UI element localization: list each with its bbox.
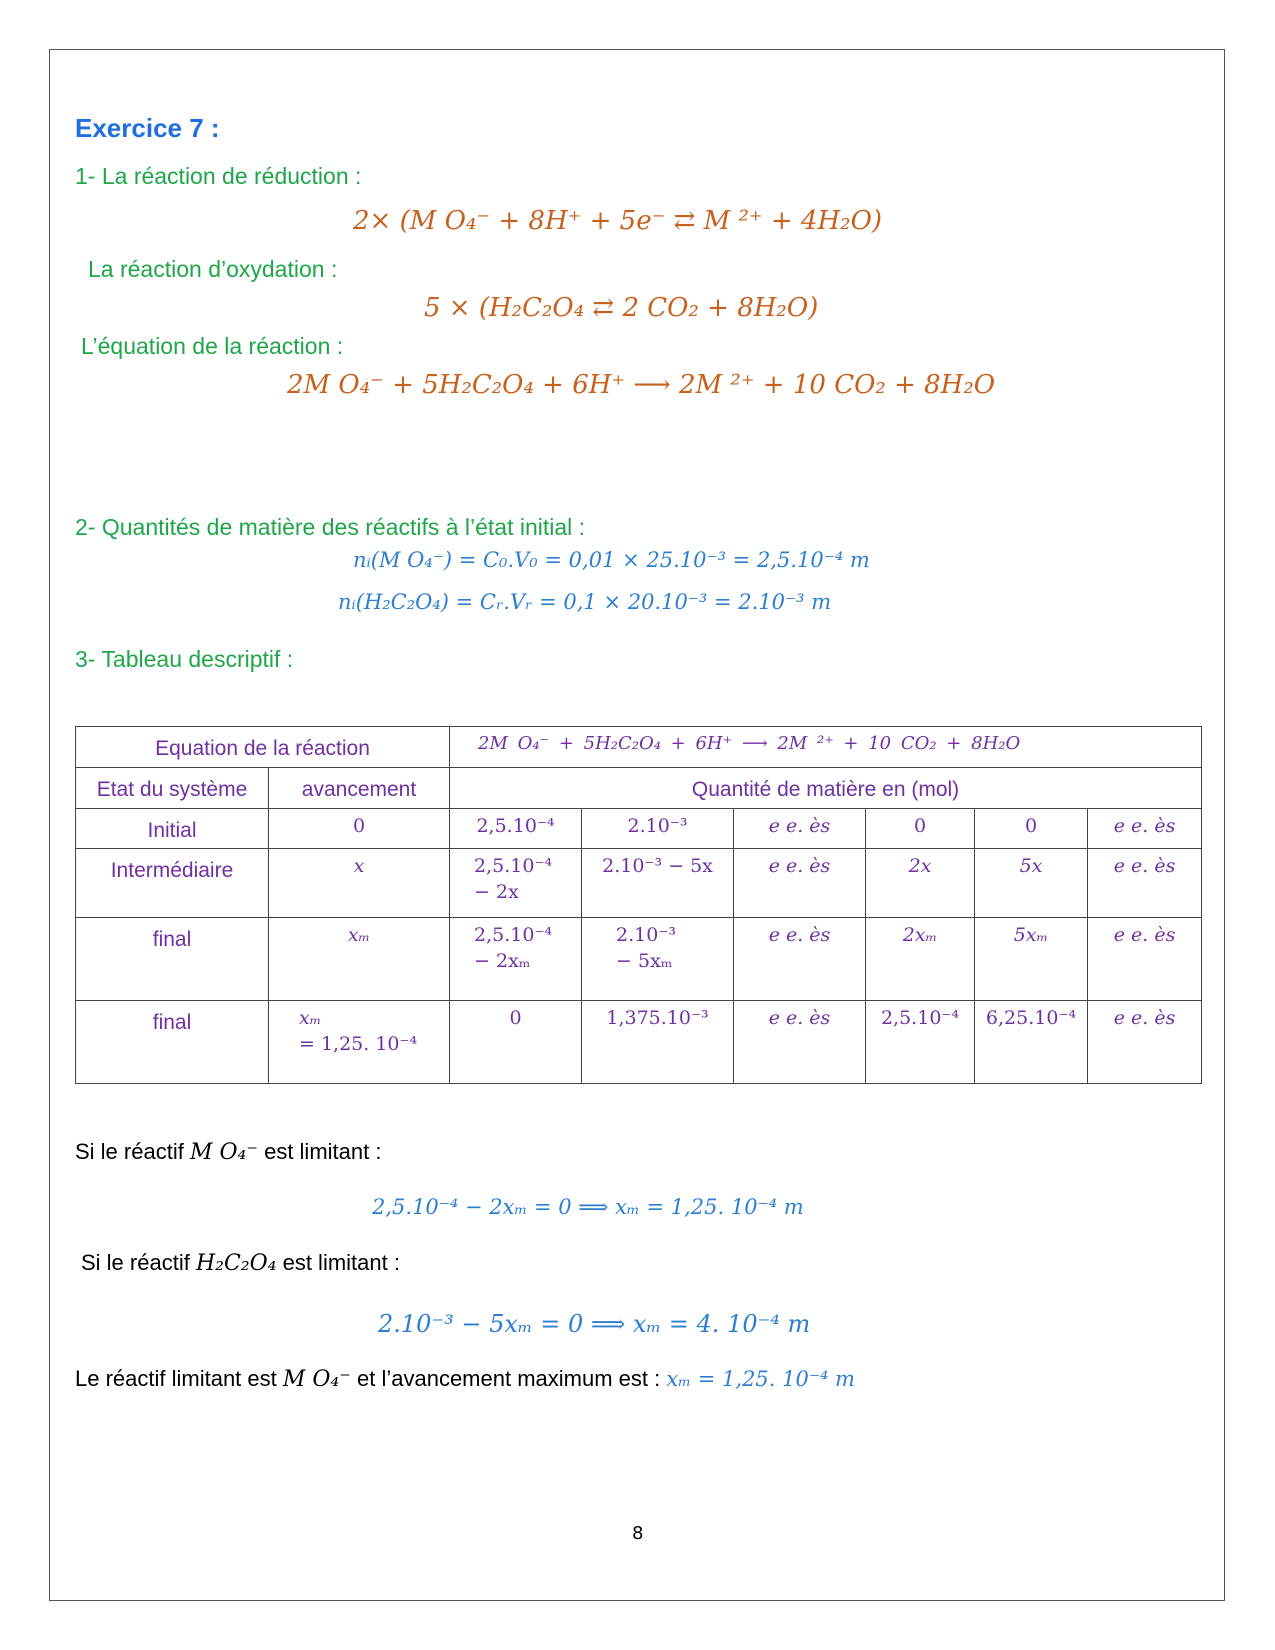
- qty-cell: 0: [975, 809, 1088, 849]
- progress-table: [75, 726, 1202, 1084]
- table-row: [76, 768, 1202, 809]
- conclusion-species: M O₄⁻: [282, 1367, 351, 1392]
- qty-cell: e e. ès: [734, 1001, 866, 1084]
- limit1-label-a: Si le réactif: [75, 1139, 184, 1164]
- avancement-cell: 0: [269, 809, 450, 849]
- table-row: [76, 849, 1202, 918]
- etat-cell: Intermédiaire: [76, 849, 269, 918]
- qty-cell: 0: [866, 809, 975, 849]
- quantity-equation-2: nᵢ(H₂C₂O₄) = Cᵣ.Vᵣ = 0,1 × 20.10⁻³ = 2.10⁻³ m: [338, 590, 832, 614]
- table-label: 3- Tableau descriptif :: [75, 646, 294, 672]
- qty-cell: [450, 849, 582, 918]
- reduction-equation: 2× (M O₄⁻ + 8H⁺ + 5e⁻ ⇄ M ²⁺ + 4H₂O): [353, 206, 883, 236]
- qty-line: − 2x: [474, 881, 519, 903]
- qty-cell: e e. ès: [1088, 1001, 1202, 1084]
- qty-cell: 2x: [866, 849, 975, 918]
- etat-cell: final: [76, 918, 269, 1001]
- avancement-cell: x: [269, 849, 450, 918]
- qty-cell: [450, 918, 582, 1001]
- global-equation: 2M O₄⁻ + 5H₂C₂O₄ + 6H⁺ ⟶ 2M ²⁺ + 10 CO₂ + 8H₂O: [287, 370, 996, 400]
- limit1-line: [75, 1139, 381, 1165]
- qty-cell: 2.10⁻³ − 5x: [582, 849, 734, 918]
- oxydation-equation: 5 × (H₂C₂O₄ ⇄ 2 CO₂ + 8H₂O): [424, 293, 819, 323]
- table-row: [76, 809, 1202, 849]
- limit2-label-a: Si le réactif: [81, 1250, 190, 1275]
- qty-cell: 6,25.10⁻⁴: [975, 1001, 1088, 1084]
- avancement-line: = 1,25. 10⁻⁴: [299, 1033, 418, 1055]
- equation-header: Equation de la réaction: [76, 727, 450, 768]
- limit2-equation: 2.10⁻³ − 5xₘ = 0 ⟹ xₘ = 4. 10⁻⁴ m: [378, 1310, 811, 1338]
- qty-cell: 2,5.10⁻⁴: [866, 1001, 975, 1084]
- etat-cell: final: [76, 1001, 269, 1084]
- avancement-cell: [269, 1001, 450, 1084]
- qty-cell: 2,5.10⁻⁴: [450, 809, 582, 849]
- qty-cell: e e. ès: [1088, 918, 1202, 1001]
- qty-line: − 2xₘ: [474, 950, 531, 972]
- etat-cell: Initial: [76, 809, 269, 849]
- qty-cell: e e. ès: [734, 809, 866, 849]
- qty-cell: 1,375.10⁻³: [582, 1001, 734, 1084]
- conclusion-text-b: et l’avancement maximum est :: [357, 1366, 661, 1391]
- qty-line: − 5xₘ: [616, 950, 673, 972]
- qty-cell: 2xₘ: [866, 918, 975, 1001]
- limit2-line: [81, 1250, 400, 1276]
- conclusion-equation: xₘ = 1,25. 10⁻⁴ m: [666, 1367, 855, 1391]
- conclusion-line: [75, 1366, 855, 1392]
- reduction-label: 1- La réaction de réduction :: [75, 163, 362, 189]
- avancement-line: xₘ: [299, 1007, 322, 1029]
- qty-cell: e e. ès: [1088, 849, 1202, 918]
- qty-line: 2.10⁻³: [616, 924, 676, 946]
- limit2-species: H₂C₂O₄: [195, 1251, 277, 1276]
- qty-cell: 0: [450, 1001, 582, 1084]
- quantite-header: Quantité de matière en (mol): [450, 768, 1202, 809]
- quantity-equation-1: nᵢ(M O₄⁻) = C₀.V₀ = 0,01 × 25.10⁻³ = 2,5.10⁻⁴ m: [353, 548, 870, 572]
- qty-cell: e e. ès: [734, 849, 866, 918]
- avancement-cell: xₘ: [269, 918, 450, 1001]
- table-equation: 2M O₄⁻ + 5H₂C₂O₄ + 6H⁺ ⟶ 2M ²⁺ + 10 CO₂ + 8H₂O: [450, 727, 1202, 768]
- equation-label: L’équation de la réaction :: [81, 333, 344, 359]
- avancement-header: avancement: [269, 768, 450, 809]
- qty-cell: [582, 918, 734, 1001]
- qty-line: 2,5.10⁻⁴: [474, 855, 553, 877]
- page-number: 8: [632, 1523, 644, 1544]
- limit1-label-b: est limitant :: [264, 1139, 382, 1164]
- qty-cell: 2.10⁻³: [582, 809, 734, 849]
- limit2-label-b: est limitant :: [282, 1250, 400, 1275]
- limit1-species: M O₄⁻: [189, 1140, 258, 1165]
- qty-cell: e e. ès: [1088, 809, 1202, 849]
- etat-header: Etat du système: [76, 768, 269, 809]
- qty-cell: e e. ès: [734, 918, 866, 1001]
- table-row: [76, 918, 1202, 1001]
- exercise-title: Exercice 7 :: [75, 113, 220, 143]
- oxydation-label: La réaction d’oxydation :: [88, 256, 338, 282]
- table-row: [76, 727, 1202, 768]
- table-row: [76, 1001, 1202, 1084]
- limit1-equation: 2,5.10⁻⁴ − 2xₘ = 0 ⟹ xₘ = 1,25. 10⁻⁴ m: [372, 1195, 804, 1219]
- qty-cell: 5xₘ: [975, 918, 1088, 1001]
- quantities-label: 2- Quantités de matière des réactifs à l’état initial :: [75, 514, 586, 540]
- qty-cell: 5x: [975, 849, 1088, 918]
- qty-line: 2,5.10⁻⁴: [474, 924, 553, 946]
- conclusion-text-a: Le réactif limitant est: [75, 1366, 277, 1391]
